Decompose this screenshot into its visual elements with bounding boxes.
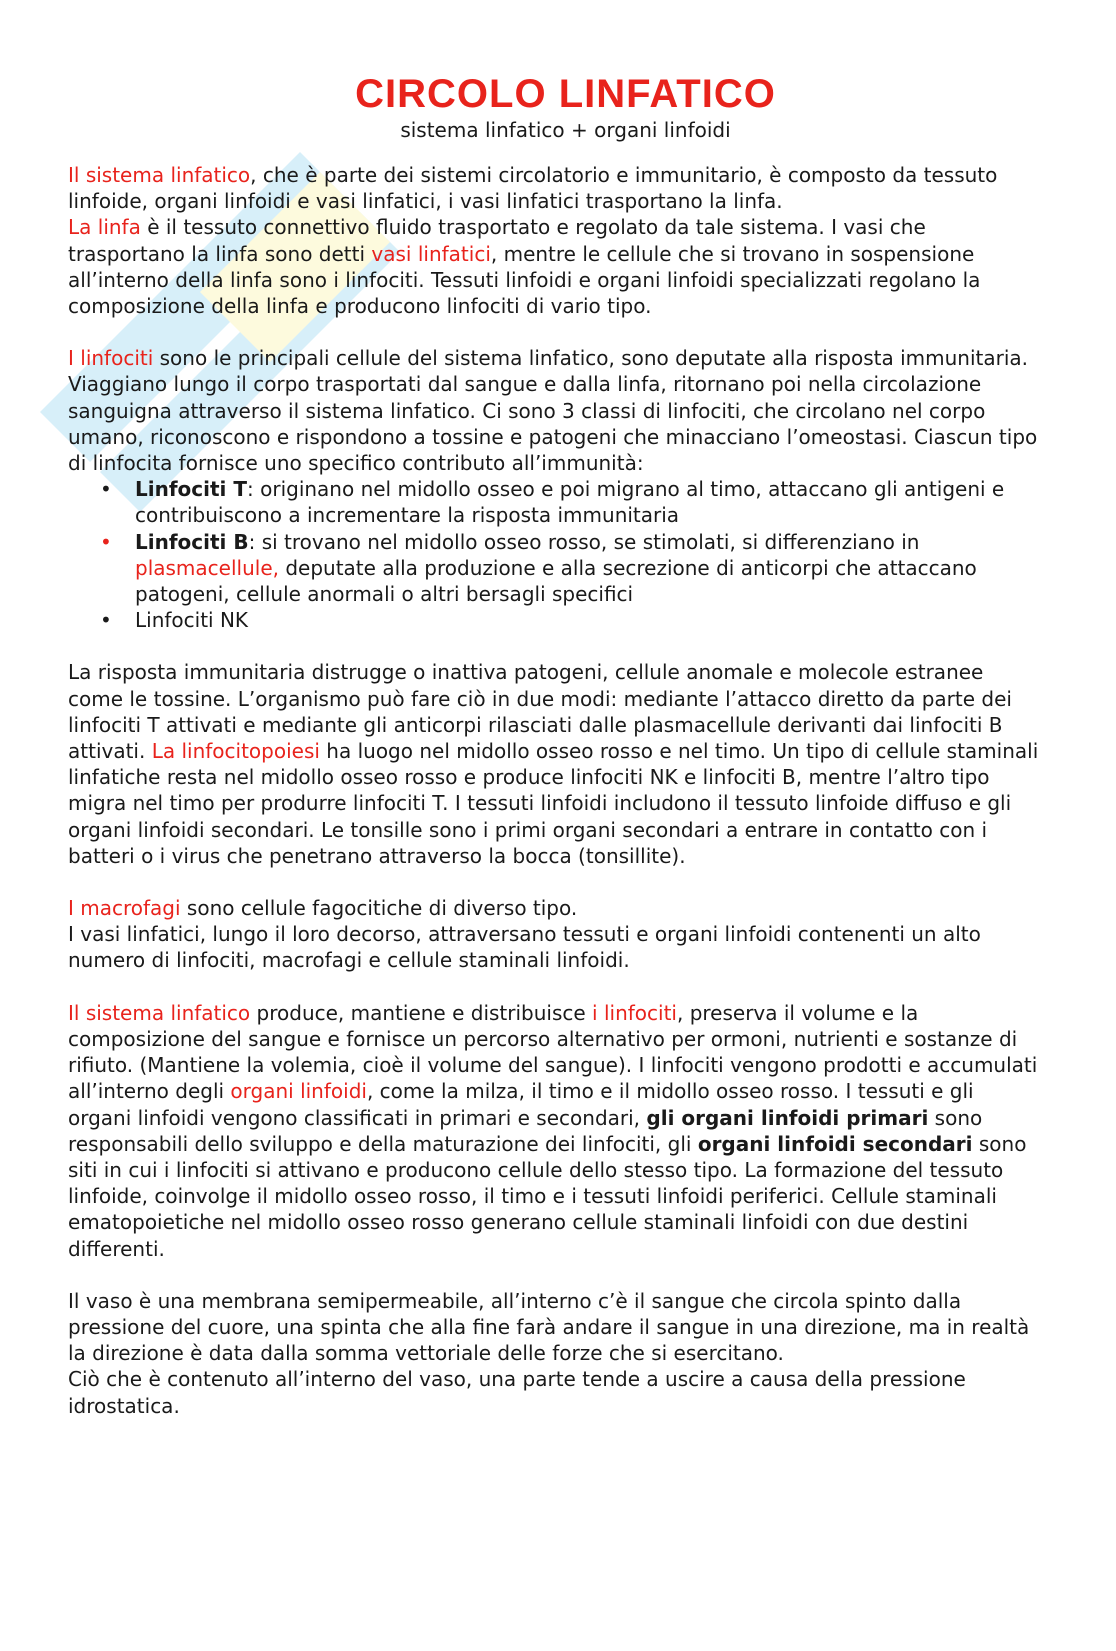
list-item-text: deputate alla produzione e alla secrezione di anticorpi che attaccano patogeni, cellule anormali o altri bersagli specifici bbox=[135, 555, 977, 607]
highlight-term: Il sistema linfatico bbox=[68, 1000, 251, 1025]
bullet-icon: • bbox=[100, 608, 112, 633]
paragraph-text: sono responsabili dello sviluppo e della maturazione dei linfociti, gli bbox=[68, 1105, 983, 1156]
paragraph-macrofagi bbox=[68, 895, 1043, 974]
paragraph-text: sono cellule fagocitiche di diverso tipo. bbox=[180, 896, 578, 921]
paragraph-text: produce, mantiene e distribuisce bbox=[250, 1000, 593, 1025]
highlight-term: I macrofagi bbox=[68, 896, 181, 921]
page-title: CIRCOLO LINFATICO bbox=[355, 72, 776, 116]
bold-term: organi linfoidi secondari bbox=[697, 1131, 973, 1156]
list-item-term: Linfociti B bbox=[135, 529, 249, 554]
list-item bbox=[68, 529, 1043, 608]
list-item bbox=[68, 607, 1043, 633]
paragraph-linfociti bbox=[68, 345, 1043, 476]
highlight-term: vasi linfatici bbox=[371, 241, 491, 266]
paragraph-text: , come la milza, il timo e il midollo osseo rosso. I tessuti e gli organi linfoidi vengono classificati in primari e secondari, bbox=[68, 1079, 974, 1130]
paragraph-risposta-immunitaria bbox=[68, 659, 1043, 869]
paragraph-sistema-linfatico bbox=[68, 162, 1043, 319]
paragraph-vaso bbox=[68, 1288, 1043, 1419]
paragraph-text: sono siti in cui i linfociti si attivano e producono cellule dello stesso tipo. La formazione del tessuto linfoide, coinvolge il midollo osseo rosso, il timo e i tessuti linfoidi periferici. Cellule staminali ematopoietiche nel midollo osseo rosso generano cellule staminali linfoidi con due destini differenti. bbox=[68, 1131, 1027, 1261]
highlight-term: I linfociti bbox=[68, 346, 154, 371]
page-subtitle: sistema linfatico + organi linfoidi bbox=[400, 118, 731, 142]
paragraph-text: I vasi linfatici, lungo il loro decorso, attraversano tessuti e organi linfoidi contenenti un alto numero di linfociti, macrofagi e cellule staminali linfoidi. bbox=[68, 922, 981, 973]
list-item bbox=[68, 476, 1043, 528]
lymphocyte-list bbox=[68, 476, 1043, 633]
highlight-term: La linfa bbox=[68, 215, 141, 240]
paragraph-text: sono le principali cellule del sistema linfatico, sono deputate alla risposta immunitaria. Viaggiano lungo il corpo trasportati dal sangue e dalla linfa, ritornano poi nella circolazione sanguigna attraverso il sistema linfatico. Ci sono 3 classi di linfociti, che circolano nel corpo umano, riconoscono e rispondono a tossine e patogeni che minacciano l’omeostasi. Ciascun tipo di linfocita fornisce uno specifico contributo all’immunità: bbox=[68, 346, 1038, 476]
highlight-term: plasmacellule, bbox=[135, 555, 279, 580]
paragraph-text: , che è parte dei sistemi circolatorio e immunitario, è composto da tessuto linfoide, organi linfoidi e vasi linfatici, i vasi linfatici trasportano la linfa. bbox=[68, 163, 998, 214]
paragraph-text: , mentre le cellule che si trovano in sospensione all’interno della linfa sono i linfociti. Tessuti linfoidi e organi linfoidi specializzati regolano la composizione della linfa e producono linfociti di vario tipo. bbox=[68, 241, 981, 319]
list-item-text: : originano nel midollo osseo e poi migrano al timo, attaccano gli antigeni e contribuiscono a incrementare la risposta immunitaria bbox=[135, 477, 1005, 528]
highlight-term: organi linfoidi bbox=[230, 1079, 367, 1104]
paragraph-text: è il tessuto connettivo fluido trasportato e regolato da tale sistema. I vasi che trasportano la linfa sono detti bbox=[68, 215, 926, 266]
paragraph-text: La risposta immunitaria distrugge o inattiva patogeni, cellule anomale e molecole estranee come le tossine. L’organismo può fare ciò in due modi: mediante l’attacco diretto da parte dei linfociti T attivati e mediante gli anticorpi rilasciati dalle plasmacellule derivanti dai linfociti B attivati. bbox=[68, 660, 1012, 764]
paragraph-text: Ciò che è contenuto all’interno del vaso, una parte tende a uscire a causa della pressione idrostatica. bbox=[68, 1367, 966, 1418]
paragraph-text: , preserva il volume e la composizione del sangue e fornisce un percorso alternativo per ormoni, nutrienti e sostanze di rifiuto. (Mantiene la volemia, cioè il volume del sangue). I linfociti vengono prodotti e accumulati all’interno degli bbox=[68, 1000, 1038, 1104]
paragraph-text: Il vaso è una membrana semipermeabile, all’interno c’è il sangue che circola spinto dalla pressione del cuore, una spinta che alla fine farà andare il sangue in una direzione, ma in realtà la direzione è data dalla somma vettoriale delle forze che si esercitano. bbox=[68, 1288, 1030, 1366]
bold-term: gli organi linfoidi primari bbox=[646, 1105, 929, 1130]
paragraph-funzioni bbox=[68, 1000, 1043, 1262]
list-item-text: Linfociti NK bbox=[135, 608, 249, 633]
highlight-term: La linfocitopoiesi bbox=[151, 739, 320, 764]
highlight-term: i linfociti bbox=[592, 1000, 677, 1025]
bullet-icon: • bbox=[100, 477, 112, 502]
highlight-term: Il sistema linfatico bbox=[68, 163, 251, 187]
document-page bbox=[0, 72, 1043, 1419]
list-item-term: Linfociti T bbox=[135, 477, 248, 502]
paragraph-text: ha luogo nel midollo osseo rosso e nel timo. Un tipo di cellule staminali linfatiche resta nel midollo osseo rosso e produce linfociti NK e linfociti B, mentre l’altro tipo migra nel timo per produrre linfociti T. I tessuti linfoidi includono il tessuto linfoide diffuso e gli organi linfoidi secondari. Le tonsille sono i primi organi secondari a entrare in contatto con i batteri o i virus che penetrano attraverso la bocca (tonsillite). bbox=[68, 739, 1039, 868]
bullet-icon: • bbox=[100, 529, 112, 554]
list-item-text: : si trovano nel midollo osseo rosso, se stimolati, si differenziano in bbox=[248, 529, 920, 554]
